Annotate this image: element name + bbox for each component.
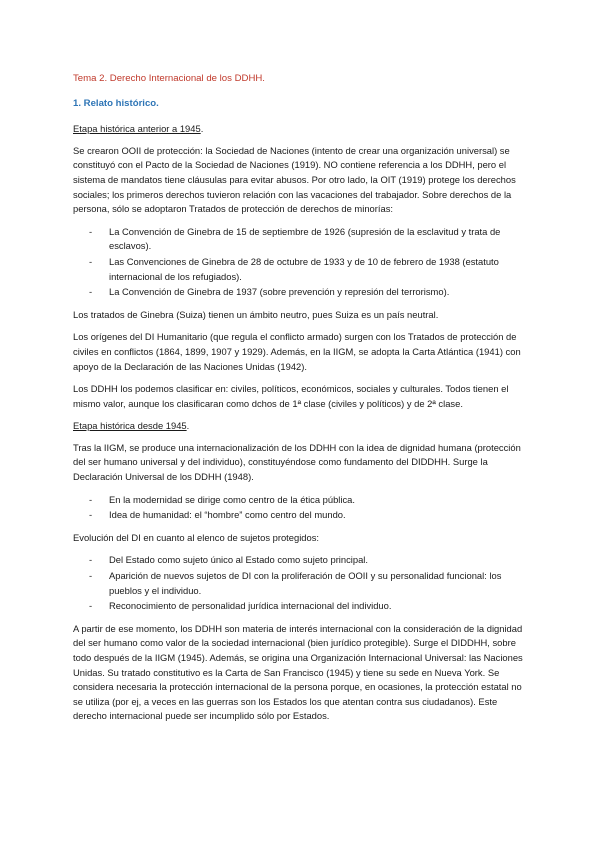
list-item [73, 553, 533, 568]
document-title: Tema 2. Derecho Internacional de los DDHH. [73, 73, 265, 84]
list-item [73, 255, 533, 284]
list-item-text: Reconocimiento de personalidad jurídica internacional del individuo. [109, 600, 392, 612]
evolucion-bullet-list [73, 553, 533, 613]
stage2-bullet-list [73, 493, 533, 523]
final-paragraph: A partir de ese momento, los DDHH son materia de interés internacional con la consideración de la dignidad del ser humano como valor de la sociedad internacional (bien jurídico protegible). Surge el DIDDHH, sobre todo después de la IIGM (1945). Además, se origina una Organización Internacional Universal: las Naciones Unidas. Su tratado constitutivo es la Carta de San Francisco (1945) y tiene su sede en Nueva York. Se considera necesaria la protección internacional de la persona porque, en ocasiones, la protección estatal no se utiliza (por ej, a veces en las guerras son los Estados los que atentan contra sus ciudadanos). Este derecho internacional puede ser incumplido sólo por Estados. [73, 622, 523, 722]
list-item-text: En la modernidad se dirige como centro de la ética pública. [109, 493, 355, 505]
stage1-intro: Se crearon OOII de protección: la Sociedad de Naciones (intento de crear una organización universal) se constituyó con el Pacto de la Sociedad de Naciones (1919). NO contiene referencia a los DDHH, pero el sistema de mandatos tiene cláusulas para evitar abusos. Por otro lado, la OIT (1919) protege los derechos sociales; los primeros derechos tuvieron relación con las vacaciones del trabajador. Sobre derechos de la persona, sólo se adoptaron Tratados de protección de derechos de minorías: [73, 144, 516, 215]
stage2-heading-text: Etapa histórica desde 1945 [73, 420, 187, 432]
stage2-heading-suffix: . [186, 420, 190, 432]
stage2-heading [73, 419, 533, 434]
bullet-dash: - [89, 493, 93, 505]
list-item-text: La Convención de Ginebra de 15 de septiembre de 1926 (supresión de la esclavitud y trata de esclavos). [109, 225, 501, 252]
origenes-paragraph: Los orígenes del DI Humanitario (que regula el conflicto armado) surgen con los Tratados de protección de civiles en conflictos (1864, 1899, 1907 y 1929). Además, en la IIGM, se adopta la Carta Atlántica (1941) con apoyo de la Declaración de las Naciones Unidas (1942). [73, 331, 521, 372]
evolucion-paragraph: Evolución del DI en cuanto al elenco de sujetos protegidos: [73, 531, 319, 543]
section-heading: 1. Relato histórico. [73, 97, 159, 109]
bullet-dash: - [89, 255, 93, 267]
list-item [73, 569, 533, 598]
list-item-text: Del Estado como sujeto único al Estado como sujeto principal. [109, 554, 368, 566]
list-item [73, 225, 533, 254]
stage1-heading-suffix: . [200, 123, 204, 135]
list-item-text: Las Convenciones de Ginebra de 28 de octubre de 1933 y de 10 de febrero de 1938 (estatuto internacional de los refugiados). [109, 255, 499, 282]
list-item-text: La Convención de Ginebra de 1937 (sobre prevención y represión del terrorismo). [109, 286, 450, 298]
stage2-intro: Tras la IIGM, se produce una internacionalización de los DDHH con la idea de dignidad humana (protección del ser humano universal y del individuo), constituyéndose como fundamento del DIDDHH. Surge la Declaración Universal de los DDHH (1948). [73, 441, 521, 483]
stage1-heading [73, 122, 533, 137]
clasificar-paragraph: Los DDHH los podemos clasificar en: civiles, políticos, económicos, sociales y culturales. Todos tienen el mismo valor, aunque los clasificaran como dchos de 1ª clase (civiles y políticos) y de 2ª clase. [73, 383, 509, 409]
list-item [73, 599, 533, 614]
bullet-dash: - [89, 554, 93, 566]
bullet-dash: - [89, 600, 93, 612]
bullet-dash: - [89, 570, 93, 582]
ginebra-paragraph: Los tratados de Ginebra (Suiza) tienen un ámbito neutro, pues Suiza es un país neutral. [73, 308, 439, 320]
bullet-dash: - [89, 286, 93, 298]
list-item [73, 508, 533, 523]
bullet-dash: - [89, 509, 93, 521]
list-item-text: Idea de humanidad: el “hombre” como centro del mundo. [109, 509, 346, 521]
list-item-text: Aparición de nuevos sujetos de DI con la proliferación de OOII y su personalidad funcional: los pueblos y el individuo. [109, 570, 502, 596]
list-item [73, 285, 533, 300]
stage1-heading-text: Etapa histórica anterior a 1945 [73, 123, 201, 135]
list-item [73, 493, 533, 508]
stage1-bullet-list [73, 225, 533, 300]
bullet-dash: - [89, 225, 93, 237]
